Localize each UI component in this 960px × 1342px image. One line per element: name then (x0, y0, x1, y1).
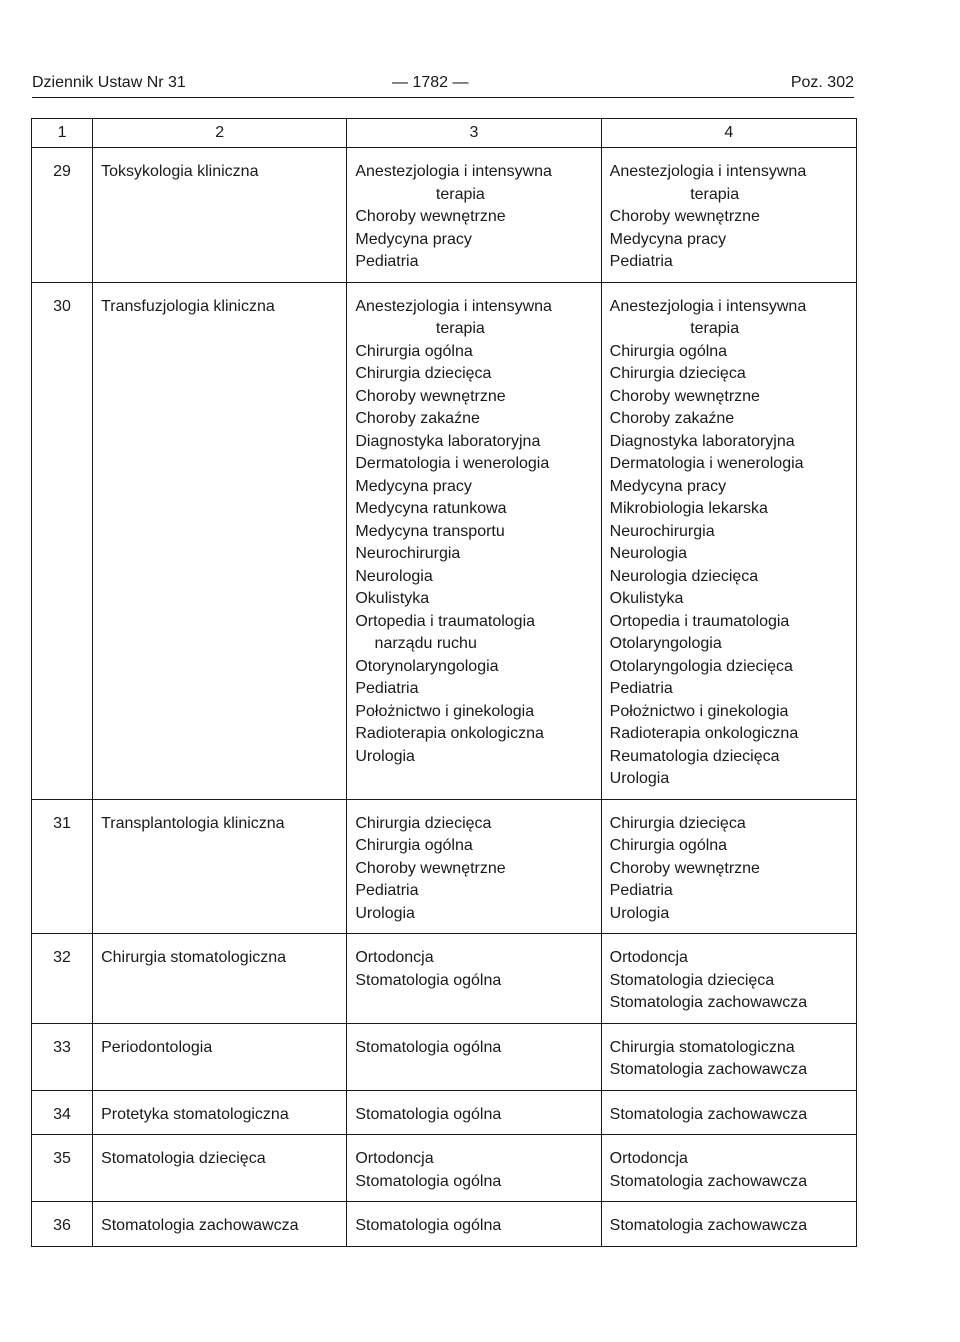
specialization-entry: Okulistyka (355, 590, 430, 607)
specialization-entry: Chirurgia dziecięca (355, 814, 492, 832)
required-specializations-cell (347, 799, 601, 934)
specialization-entry: Medycyna pracy (609, 477, 727, 495)
specialization-entry: Stomatologia zachowawcza (609, 1172, 808, 1190)
specialization-entry: Choroby wewnętrzne (355, 387, 506, 405)
specialization-entry: Medycyna pracy (609, 230, 727, 248)
row-number: 36 (53, 1217, 71, 1234)
specialization-entry: Medycyna transportu (355, 522, 505, 540)
specialization-entry: Diagnostyka laboratoryjna (355, 432, 541, 450)
specialization-entry: terapia (690, 320, 740, 337)
specialization-entry: Radioterapia onkologiczna (355, 725, 544, 742)
specialization-entry: Chirurgia dziecięca (355, 365, 492, 382)
specialization-entry: Choroby wewnętrzne (355, 208, 506, 225)
specialization-entry: Choroby wewnętrzne (355, 859, 506, 877)
specialization-entry: Chirurgia stomatologiczna (609, 1038, 795, 1056)
specialization-name: Chirurgia stomatologiczna (101, 949, 287, 966)
page-header (32, 74, 854, 96)
row-number-cell (32, 1135, 93, 1202)
required-specializations-cell (347, 1023, 601, 1090)
recognized-specializations-cell (601, 1090, 856, 1135)
specialization-entry: Choroby wewnętrzne (609, 208, 760, 225)
table-row (32, 1135, 857, 1202)
specialization-name: Periodontologia (101, 1038, 213, 1056)
specialization-entry: Położnictwo i ginekologia (355, 702, 535, 720)
specialization-entry: Otolaryngologia dziecięca (609, 657, 793, 675)
specialization-entry: Ortodoncja (609, 949, 688, 966)
recognized-specializations-cell (601, 1202, 856, 1247)
recognized-specializations-cell (601, 148, 856, 283)
specialization-name-cell (93, 148, 347, 283)
specialization-entry: Anestezjologia i intensywna (355, 297, 552, 315)
table-row (32, 282, 857, 799)
specialization-entry: Dermatologia i wenerologia (355, 455, 550, 472)
journal-title: Dziennik Ustaw Nr 31 (32, 74, 186, 91)
specialization-entry: Chirurgia ogólna (355, 342, 473, 360)
required-specializations-cell (347, 1090, 601, 1135)
specialization-entry: Medycyna ratunkowa (355, 500, 507, 517)
specialization-entry: Chirurgia ogólna (355, 837, 473, 854)
specialization-entry: Dermatologia i wenerologia (609, 455, 804, 472)
row-number-cell (32, 282, 93, 799)
specialization-entry: Stomatologia ogólna (355, 1172, 502, 1190)
table-row (32, 148, 857, 283)
recognized-specializations-cell (601, 1135, 856, 1202)
specialization-entry: Medycyna pracy (355, 230, 472, 248)
recognized-specializations-cell (601, 282, 856, 799)
specialization-entry: Stomatologia ogólna (355, 1038, 502, 1056)
specialization-entry: terapia (435, 185, 485, 203)
specialization-entry: Pediatria (355, 680, 419, 697)
required-specializations-cell (347, 148, 601, 283)
column-header-3: 3 (347, 119, 601, 148)
table-row (32, 1023, 857, 1090)
specialization-entry: Stomatologia dziecięca (609, 971, 775, 989)
table-row (32, 1202, 857, 1247)
specialization-table (31, 118, 857, 1247)
row-number-cell (32, 799, 93, 934)
specialization-entry: Reumatologia dziecięca (609, 747, 780, 765)
specialization-entry: Chirurgia dziecięca (609, 814, 746, 832)
specialization-name-cell (93, 799, 347, 934)
specialization-entry: Neurochirurgia (609, 522, 715, 540)
specialization-entry: Neurochirurgia (355, 545, 461, 562)
required-specializations-cell (347, 1135, 601, 1202)
row-number: 34 (53, 1105, 71, 1123)
table-row (32, 934, 857, 1024)
column-header-2: 2 (93, 119, 347, 148)
required-specializations-cell (347, 1202, 601, 1247)
specialization-entry: Ortodoncja (609, 1150, 688, 1167)
specialization-entry: Ortodoncja (355, 1150, 434, 1167)
specialization-name: Stomatologia dziecięca (101, 1150, 266, 1167)
row-number-cell (32, 1090, 93, 1135)
specialization-entry: Stomatologia zachowawcza (609, 1105, 808, 1123)
specialization-entry: Anestezjologia i intensywna (609, 297, 807, 315)
specialization-entry: Ortopedia i traumatologia (609, 612, 790, 630)
specialization-name: Transfuzjologia kliniczna (101, 297, 275, 315)
specialization-name: Toksykologia kliniczna (101, 163, 259, 180)
row-number-cell (32, 1202, 93, 1247)
row-number: 33 (53, 1038, 71, 1056)
specialization-name: Protetyka stomatologiczna (101, 1105, 289, 1123)
row-number-cell (32, 1023, 93, 1090)
specialization-entry: Neurologia (355, 567, 433, 585)
specialization-entry: Pediatria (609, 680, 673, 697)
page-number: — 1782 — (392, 74, 469, 91)
header-rule (32, 97, 854, 98)
column-header-4: 4 (601, 119, 856, 148)
row-number-cell (32, 934, 93, 1024)
specialization-entry: Stomatologia zachowawcza (609, 994, 808, 1011)
specialization-entry: Ortodoncja (355, 949, 434, 966)
specialization-entry: Pediatria (609, 253, 673, 270)
specialization-name: Transplantologia kliniczna (101, 814, 285, 832)
specialization-entry: Anestezjologia i intensywna (609, 163, 807, 180)
table-body (32, 148, 857, 1247)
specialization-entry: Urologia (355, 747, 415, 765)
specialization-entry: Stomatologia zachowawcza (609, 1217, 808, 1234)
row-number: 29 (53, 163, 71, 180)
specialization-entry: terapia (690, 185, 740, 203)
specialization-entry: Choroby wewnętrzne (609, 859, 760, 877)
specialization-entry: Urologia (355, 904, 415, 922)
specialization-entry: Stomatologia ogólna (355, 971, 502, 989)
recognized-specializations-cell (601, 799, 856, 934)
specialization-entry: Otorynolaryngologia (355, 657, 499, 675)
specialization-name-cell (93, 1202, 347, 1247)
specialization-entry: narządu ruchu (374, 635, 477, 652)
column-number-row (32, 119, 857, 148)
specialization-entry: Radioterapia onkologiczna (609, 725, 799, 742)
specialization-name-cell (93, 1023, 347, 1090)
row-number: 30 (53, 297, 71, 315)
row-number-cell (32, 148, 93, 283)
specialization-entry: Neurologia dziecięca (609, 567, 759, 585)
specialization-entry: Chirurgia ogólna (609, 342, 728, 360)
specialization-entry: Stomatologia zachowawcza (609, 1061, 808, 1078)
position-number: Poz. 302 (790, 74, 854, 91)
specialization-entry: Diagnostyka laboratoryjna (609, 432, 795, 450)
specialization-entry: Stomatologia ogólna (355, 1105, 502, 1123)
specialization-entry: Mikrobiologia lekarska (609, 500, 768, 517)
specialization-entry: Ortopedia i traumatologia (355, 612, 536, 630)
specialization-name-cell (93, 1135, 347, 1202)
specialization-entry: Choroby zakaźne (355, 410, 480, 427)
specialization-entry: Okulistyka (609, 590, 684, 607)
recognized-specializations-cell (601, 934, 856, 1024)
row-number: 31 (53, 814, 71, 832)
specialization-entry: Neurologia (609, 545, 688, 562)
table-row (32, 1090, 857, 1135)
specialization-entry: Stomatologia ogólna (355, 1217, 502, 1234)
specialization-name-cell (93, 934, 347, 1024)
required-specializations-cell (347, 934, 601, 1024)
table-row (32, 799, 857, 934)
required-specializations-cell (347, 282, 601, 799)
specialization-entry: Pediatria (609, 882, 673, 899)
specialization-entry: Choroby wewnętrzne (609, 387, 760, 405)
specialization-entry: Choroby zakaźne (609, 410, 735, 427)
specialization-entry: Otolaryngologia (609, 635, 722, 652)
specialization-name: Stomatologia zachowawcza (101, 1217, 299, 1234)
specialization-entry: terapia (435, 320, 485, 337)
row-number: 32 (53, 949, 71, 966)
specialization-entry: Urologia (609, 770, 670, 787)
specialization-entry: Położnictwo i ginekologia (609, 702, 789, 720)
specialization-name-cell (93, 1090, 347, 1135)
specialization-entry: Chirurgia ogólna (609, 837, 728, 854)
recognized-specializations-cell (601, 1023, 856, 1090)
specialization-entry: Pediatria (355, 882, 419, 899)
specialization-entry: Pediatria (355, 253, 419, 270)
row-number: 35 (53, 1150, 71, 1167)
column-header-1: 1 (32, 119, 93, 148)
specialization-entry: Medycyna pracy (355, 477, 472, 495)
specialization-name-cell (93, 282, 347, 799)
specialization-entry: Chirurgia dziecięca (609, 365, 746, 382)
specialization-entry: Anestezjologia i intensywna (355, 163, 552, 180)
specialization-entry: Urologia (609, 904, 670, 922)
